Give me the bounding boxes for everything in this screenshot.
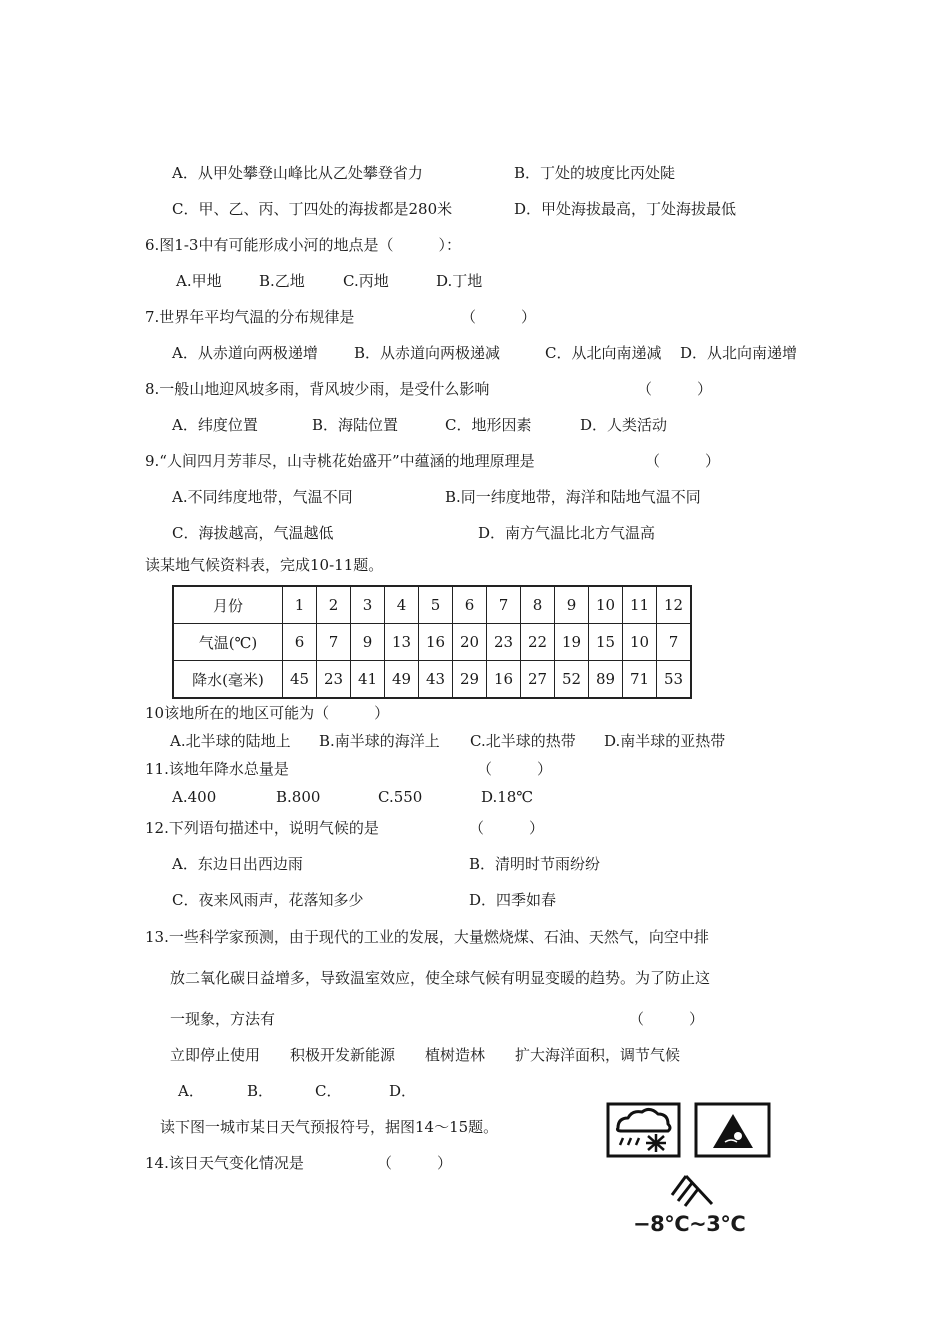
q13-option-d: D．: [389, 1082, 417, 1100]
precipitation-cell: 52: [555, 661, 589, 699]
temperature-header: 气温(℃): [173, 624, 283, 661]
q11-stem: 11.该地年降水总量是: [145, 760, 289, 778]
q10-option-c: C.北半球的热带: [470, 732, 576, 750]
q7-option-c: C．从北向南递减: [545, 344, 662, 362]
q14-stem: 14.该日天气变化情况是: [145, 1154, 304, 1172]
temperature-cell: 20: [453, 624, 487, 661]
q14-answer-paren: （ ）: [377, 1154, 453, 1172]
temperature-cell: 6: [283, 624, 317, 661]
q9-stem: 9.“人间四月芳菲尽，山寺桃花始盛开”中蕴涵的地理原理是: [145, 452, 535, 470]
temperature-cell: 10: [623, 624, 657, 661]
month-cell: 1: [283, 586, 317, 624]
month-cell: 4: [385, 586, 419, 624]
precipitation-cell: 45: [283, 661, 317, 699]
climate-data-table: [172, 585, 692, 699]
q12-answer-paren: （ ）: [469, 819, 545, 837]
month-cell: 2: [317, 586, 351, 624]
q13-stem-line-3: 一现象，方法有: [170, 1010, 276, 1028]
q6-option-a: A.甲地: [176, 272, 222, 290]
q8-answer-paren: （ ）: [637, 380, 713, 398]
precipitation-header: 降水(毫米): [173, 661, 283, 699]
q13-stem-line-2: 放二氧化碳日益增多，导致温室效应，使全球气候有明显变暖的趋势。为了防止这: [170, 969, 711, 987]
q7-answer-paren: （ ）: [461, 308, 537, 326]
precipitation-cell: 29: [453, 661, 487, 699]
q11-option-a: A.400: [172, 788, 217, 806]
q13-choices: 立即停止使用 积极开发新能源 植树造林 扩大海洋面积，调节气候: [170, 1046, 681, 1064]
precipitation-cell: 71: [623, 661, 657, 699]
q11-option-c: C.550: [378, 788, 423, 806]
precipitation-cell: 53: [657, 661, 692, 699]
q10-option-b: B.南半球的海洋上: [319, 732, 440, 750]
q8-option-d: D．人类活动: [580, 416, 668, 434]
month-cell: 9: [555, 586, 589, 624]
temperature-cell: 22: [521, 624, 555, 661]
q12-stem: 12.下列语句描述中，说明气候的是: [145, 819, 379, 837]
month-cell: 12: [657, 586, 692, 624]
figure-intro: 读下图一城市某日天气预报符号，据图14～15题。: [160, 1118, 499, 1136]
q7-option-b: B．从赤道向两极递减: [354, 344, 501, 362]
q6-option-d: D.丁地: [436, 272, 483, 290]
temperature-cell: 19: [555, 624, 589, 661]
q7-stem: 7.世界年平均气温的分布规律是: [145, 308, 355, 326]
month-cell: 10: [589, 586, 623, 624]
precipitation-cell: 89: [589, 661, 623, 699]
q9-option-c: C．海拔越高，气温越低: [172, 524, 334, 542]
q11-answer-paren: （ ）: [477, 760, 553, 778]
temperature-cell: 13: [385, 624, 419, 661]
q11-option-b: B.800: [276, 788, 321, 806]
q12-option-a: A．东边日出西边雨: [172, 855, 303, 873]
precipitation-cell: 23: [317, 661, 351, 699]
q13-option-a: A．: [178, 1082, 204, 1100]
q9-option-b: B.同一纬度地带，海洋和陆地气温不同: [445, 488, 701, 506]
q12-option-c: C．夜来风雨声，花落知多少: [172, 891, 364, 909]
month-header: 月份: [173, 586, 283, 624]
q13-stem-line-1: 13.一些科学家预测，由于现代的工业的发展，大量燃烧煤、石油、天然气，向空中排: [145, 928, 709, 946]
q7-option-d: D．从北向南递增: [680, 344, 798, 362]
month-cell: 5: [419, 586, 453, 624]
q8-option-b: B．海陆位置: [312, 416, 399, 434]
month-cell: 11: [623, 586, 657, 624]
temperature-cell: 9: [351, 624, 385, 661]
rain-snow-icon: [608, 1104, 679, 1156]
table-intro: 读某地气候资料表，完成10-11题。: [145, 556, 384, 574]
precipitation-cell: 27: [521, 661, 555, 699]
month-cell: 6: [453, 586, 487, 624]
q12-option-b: B．清明时节雨纷纷: [469, 855, 601, 873]
q8-option-c: C．地形因素: [445, 416, 532, 434]
precipitation-cell: 49: [385, 661, 419, 699]
month-cell: 7: [487, 586, 521, 624]
q9-option-a: A.不同纬度地带，气温不同: [172, 488, 353, 506]
q6-stem: 6.图1-3中有可能形成小河的地点是（ ）：: [145, 236, 461, 254]
q8-option-a: A．纬度位置: [172, 416, 258, 434]
q13-option-b: B．: [247, 1082, 274, 1100]
wind-barb-icon: [672, 1176, 712, 1206]
q10-stem: 10该地所在的地区可能为（ ）: [145, 704, 390, 722]
q5-option-c: C．甲、乙、丙、丁四处的海拔都是280米: [172, 200, 453, 218]
temperature-cell: 16: [419, 624, 453, 661]
month-cell: 8: [521, 586, 555, 624]
table-row-month: [173, 586, 691, 624]
q10-option-d: D.南半球的亚热带: [604, 732, 726, 750]
q11-option-d: D.18℃: [481, 788, 534, 806]
q5-option-b: B．丁处的坡度比丙处陡: [514, 164, 676, 182]
q8-stem: 8.一般山地迎风坡多雨，背风坡少雨，是受什么影响: [145, 380, 490, 398]
temperature-cell: 7: [317, 624, 351, 661]
q7-option-a: A．从赤道向两极递增: [172, 344, 318, 362]
q10-option-a: A.北半球的陆地上: [170, 732, 291, 750]
q5-option-a: A．从甲处攀登山峰比从乙处攀登省力: [172, 164, 423, 182]
q9-option-d: D．南方气温比北方气温高: [478, 524, 656, 542]
q13-option-c: C．: [315, 1082, 342, 1100]
temperature-cell: 23: [487, 624, 521, 661]
q5-option-d: D．甲处海拔最高，丁处海拔最低: [514, 200, 737, 218]
precipitation-cell: 41: [351, 661, 385, 699]
q13-answer-paren: （ ）: [629, 1010, 705, 1028]
temperature-range-label: −8℃~3℃: [633, 1212, 746, 1236]
month-cell: 3: [351, 586, 385, 624]
sandstorm-icon: [696, 1104, 769, 1156]
precipitation-cell: 43: [419, 661, 453, 699]
q6-option-c: C.丙地: [343, 272, 389, 290]
precipitation-cell: 16: [487, 661, 521, 699]
q6-option-b: B.乙地: [259, 272, 305, 290]
q12-option-d: D．四季如春: [469, 891, 557, 909]
q9-answer-paren: （ ）: [645, 452, 721, 470]
temperature-cell: 7: [657, 624, 692, 661]
temperature-cell: 15: [589, 624, 623, 661]
table-row-precipitation: [173, 661, 691, 699]
table-row-temperature: [173, 624, 691, 661]
